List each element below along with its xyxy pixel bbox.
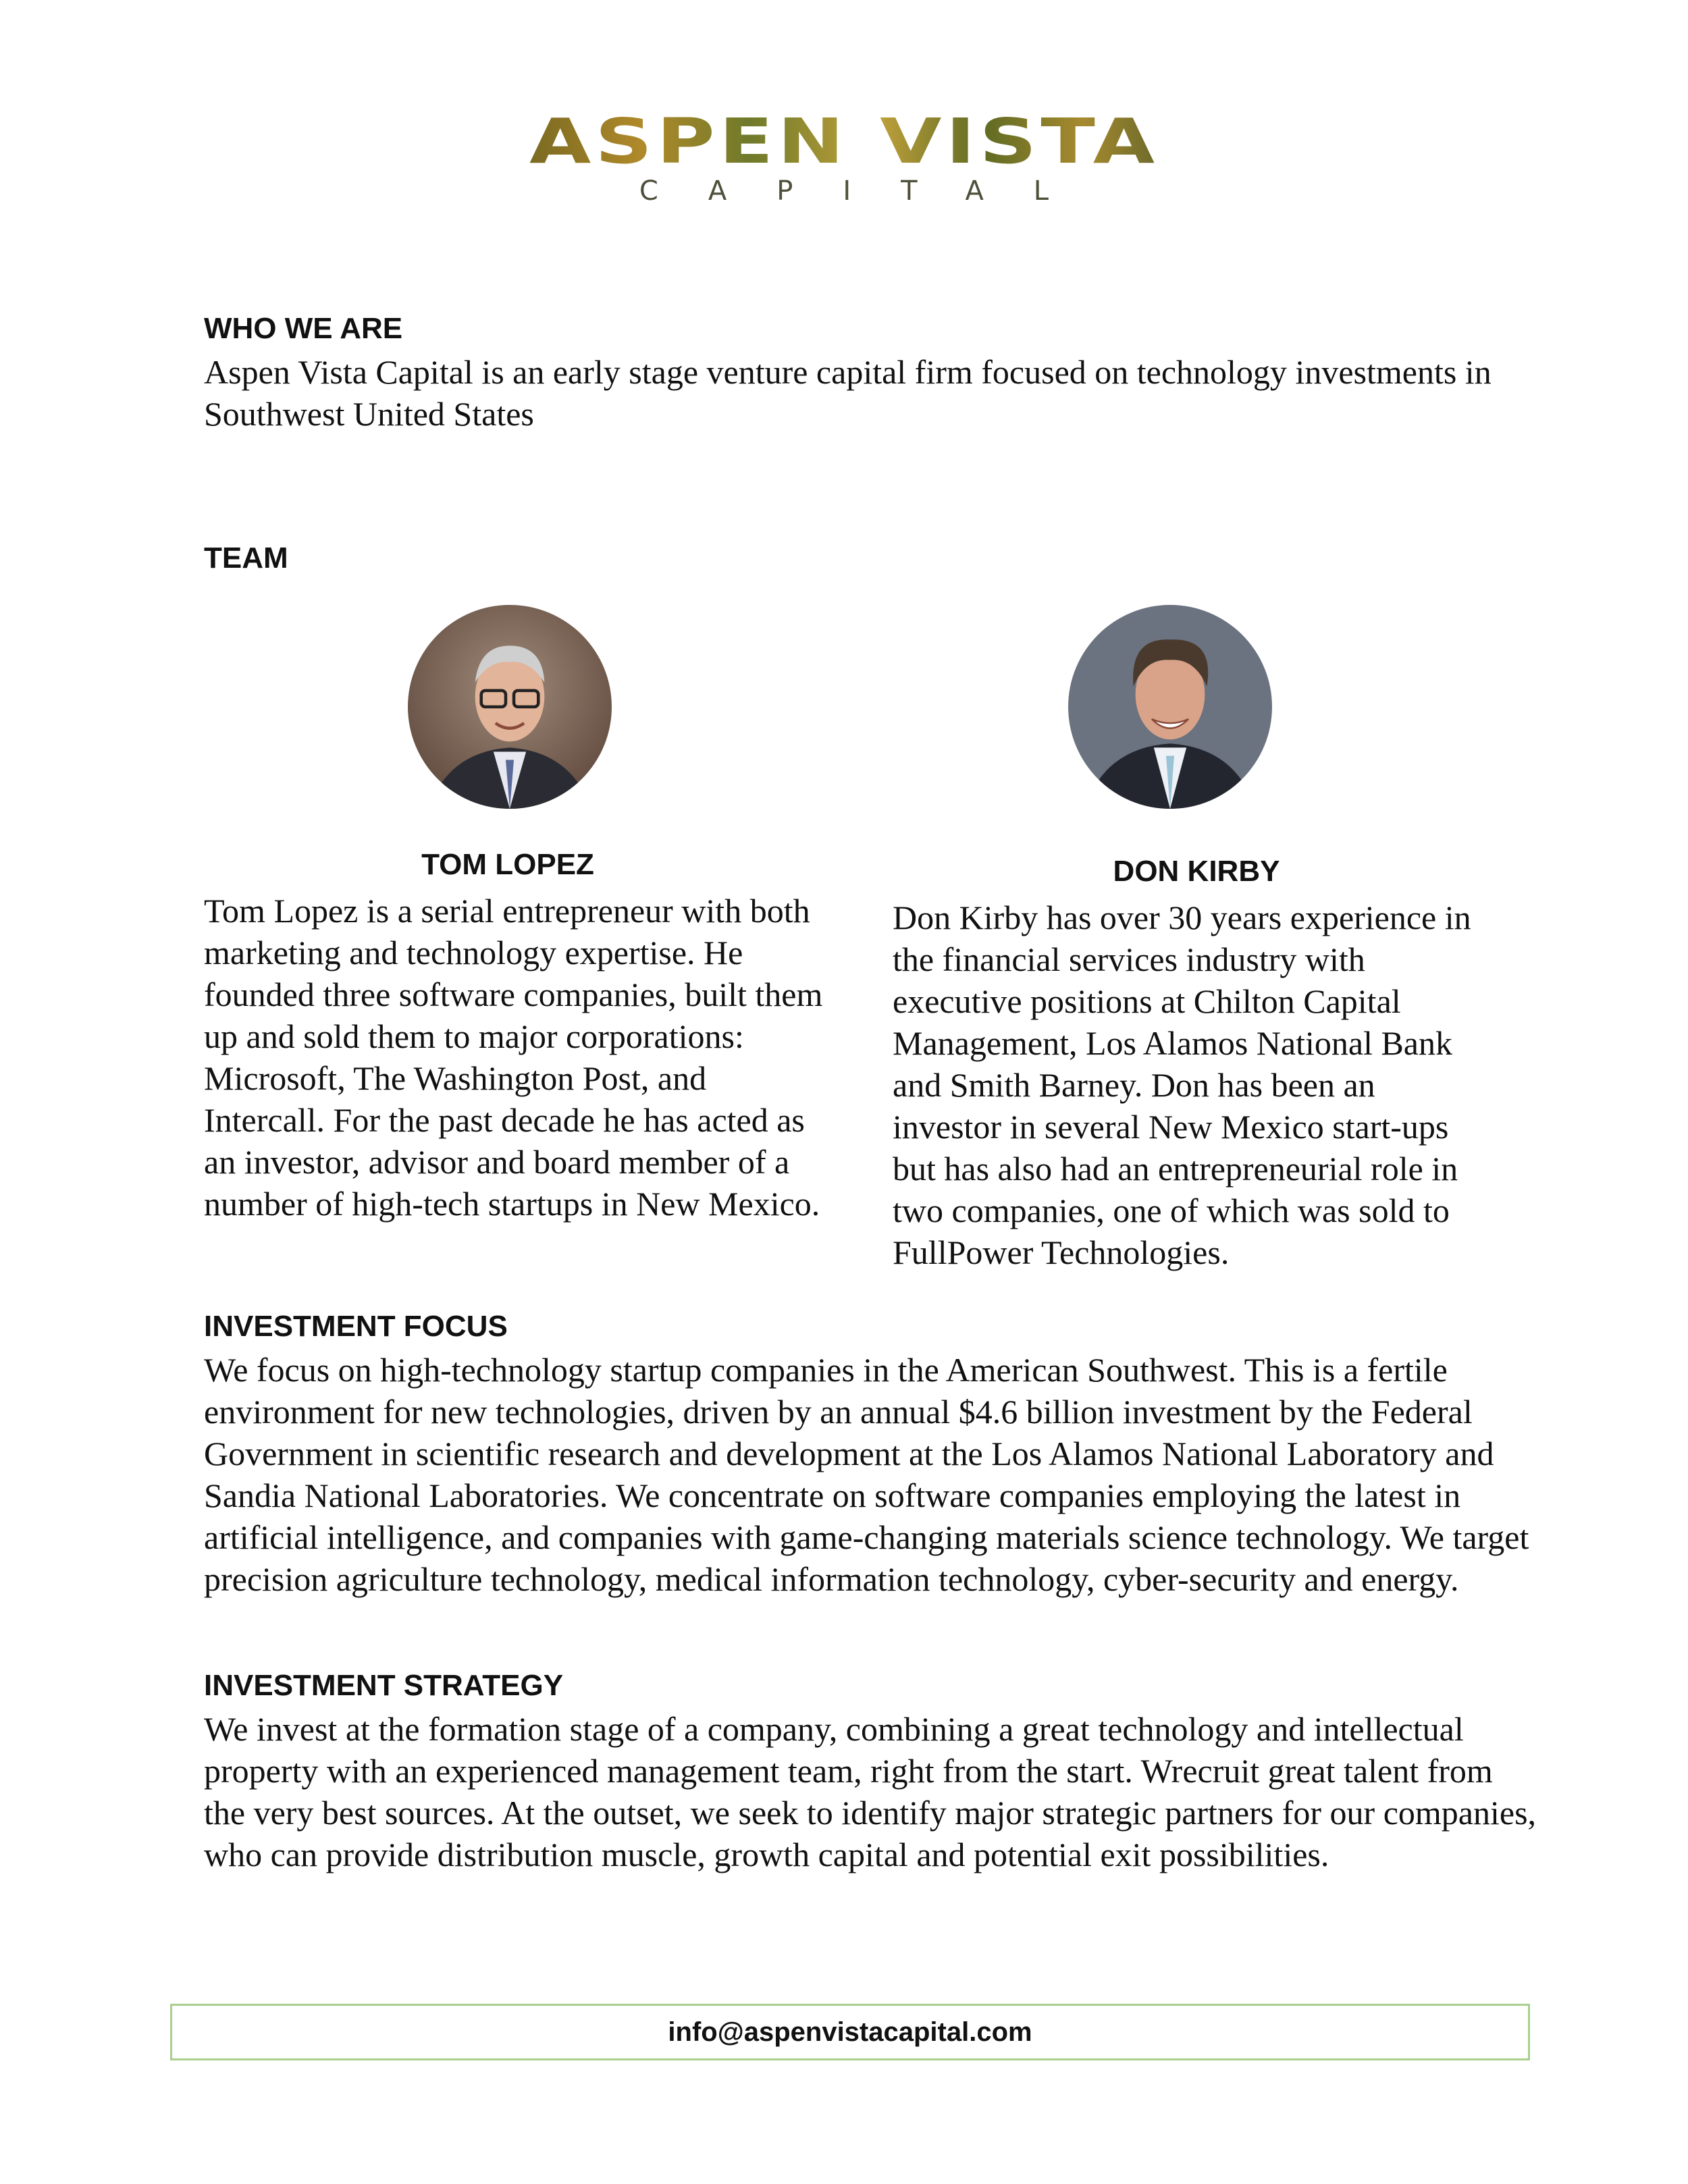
investment-strategy-heading: INVESTMENT STRATEGY — [204, 1669, 564, 1702]
team-heading: TEAM — [204, 541, 288, 575]
tom-lopez-bio: Tom Lopez is a serial entrepreneur with both marketing and technology expertise. He founded three software companies, built them up and sold them to major corporations: Microsoft, The Washington Post, and Intercall. For the past decade he has acted as an investor, advisor and board member of a number of high-tech startups in New Mexico. — [204, 892, 823, 1223]
tom-lopez-name: TOM LOPEZ — [421, 848, 594, 881]
investment-strategy-text: We invest at the formation stage of a company, combining a great technology and intellectual property with an experienced management team, right from the start. Wrecruit great talent from the very best sources. At the outset, we seek to identify major strategic partners for our companies, who can provide distribution muscle, growth capital and potential exit possibilities. — [204, 1710, 1537, 1873]
who-we-are-text: Aspen Vista Capital is an early stage venture capital firm focused on technology investments in Southwest United States — [204, 353, 1492, 433]
logo-subtitle: CAPITAL — [639, 176, 1099, 207]
don-kirby-photo — [1068, 605, 1272, 809]
don-kirby-bio: Don Kirby has over 30 years experience in the financial services industry with executive positions at Chilton Capital Management, Los Alamos National Bank and Smith Barney. Don has been an investor in several New Mexico start-ups but has also had an entrepreneurial role in two companies, one of which was sold to FullPower Technologies. — [893, 899, 1471, 1271]
company-logo — [0, 101, 1688, 181]
who-we-are-heading: WHO WE ARE — [204, 312, 403, 345]
investment-focus-text: We focus on high-technology startup companies in the American Southwest. This is a fertile environment for new technologies, driven by an annual $4.6 billion investment by the Federal Government in scientific research and development at the Los Alamos National Laboratory and Sandia National Laboratories. We concentrate on software companies employing the latest in artificial intelligence, and companies with game-changing materials science technology. We target precision agriculture technology, medical information technology, cyber-security and energy. — [204, 1351, 1529, 1598]
tom-lopez-photo — [408, 605, 612, 809]
logo-wordmark: ASPEN VISTA — [529, 105, 1159, 178]
don-kirby-name: DON KIRBY — [1113, 855, 1280, 888]
contact-footer — [170, 2004, 1530, 2060]
contact-email-link[interactable]: info@aspenvistacapital.com — [668, 2017, 1032, 2047]
investment-focus-heading: INVESTMENT FOCUS — [204, 1310, 508, 1343]
